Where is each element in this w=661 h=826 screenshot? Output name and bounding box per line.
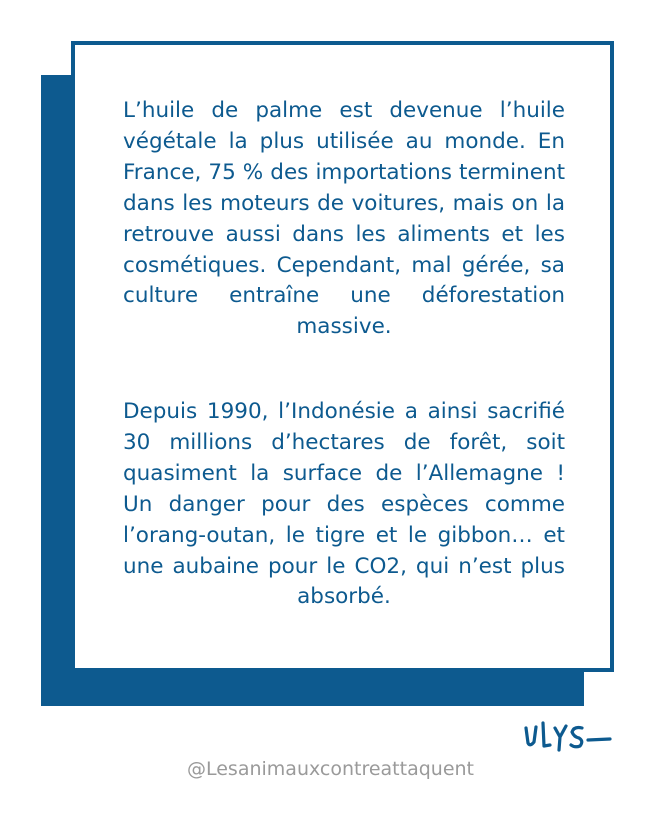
paragraph-palm-oil-intro: L’huile de palme est devenue l’huile végétale la plus utilisée au monde. En France, 75 % des importations terminent dans les moteurs de voitures, mais on la retrouve aussi dans les aliments et les cosmétiques. Cependant, mal gérée, sa culture entraîne une déforestation massive. [123, 98, 565, 340]
paragraph-indonesia-deforestation: Depuis 1990, l’Indonésie a ainsi sacrifié 30 millions d’hectares de forêt, soit quasiment la surface de l’Allemagne ! Un danger pour des espèces comme l’orang-outan, le tigre et le gibbon… et une aubaine pour le CO2, qui n’est plus absorbé. [123, 399, 565, 610]
signature-ulys-logo [522, 716, 618, 756]
social-handle: @Lesanimauxcontreattaquent [186, 758, 475, 780]
text-card [71, 41, 614, 672]
